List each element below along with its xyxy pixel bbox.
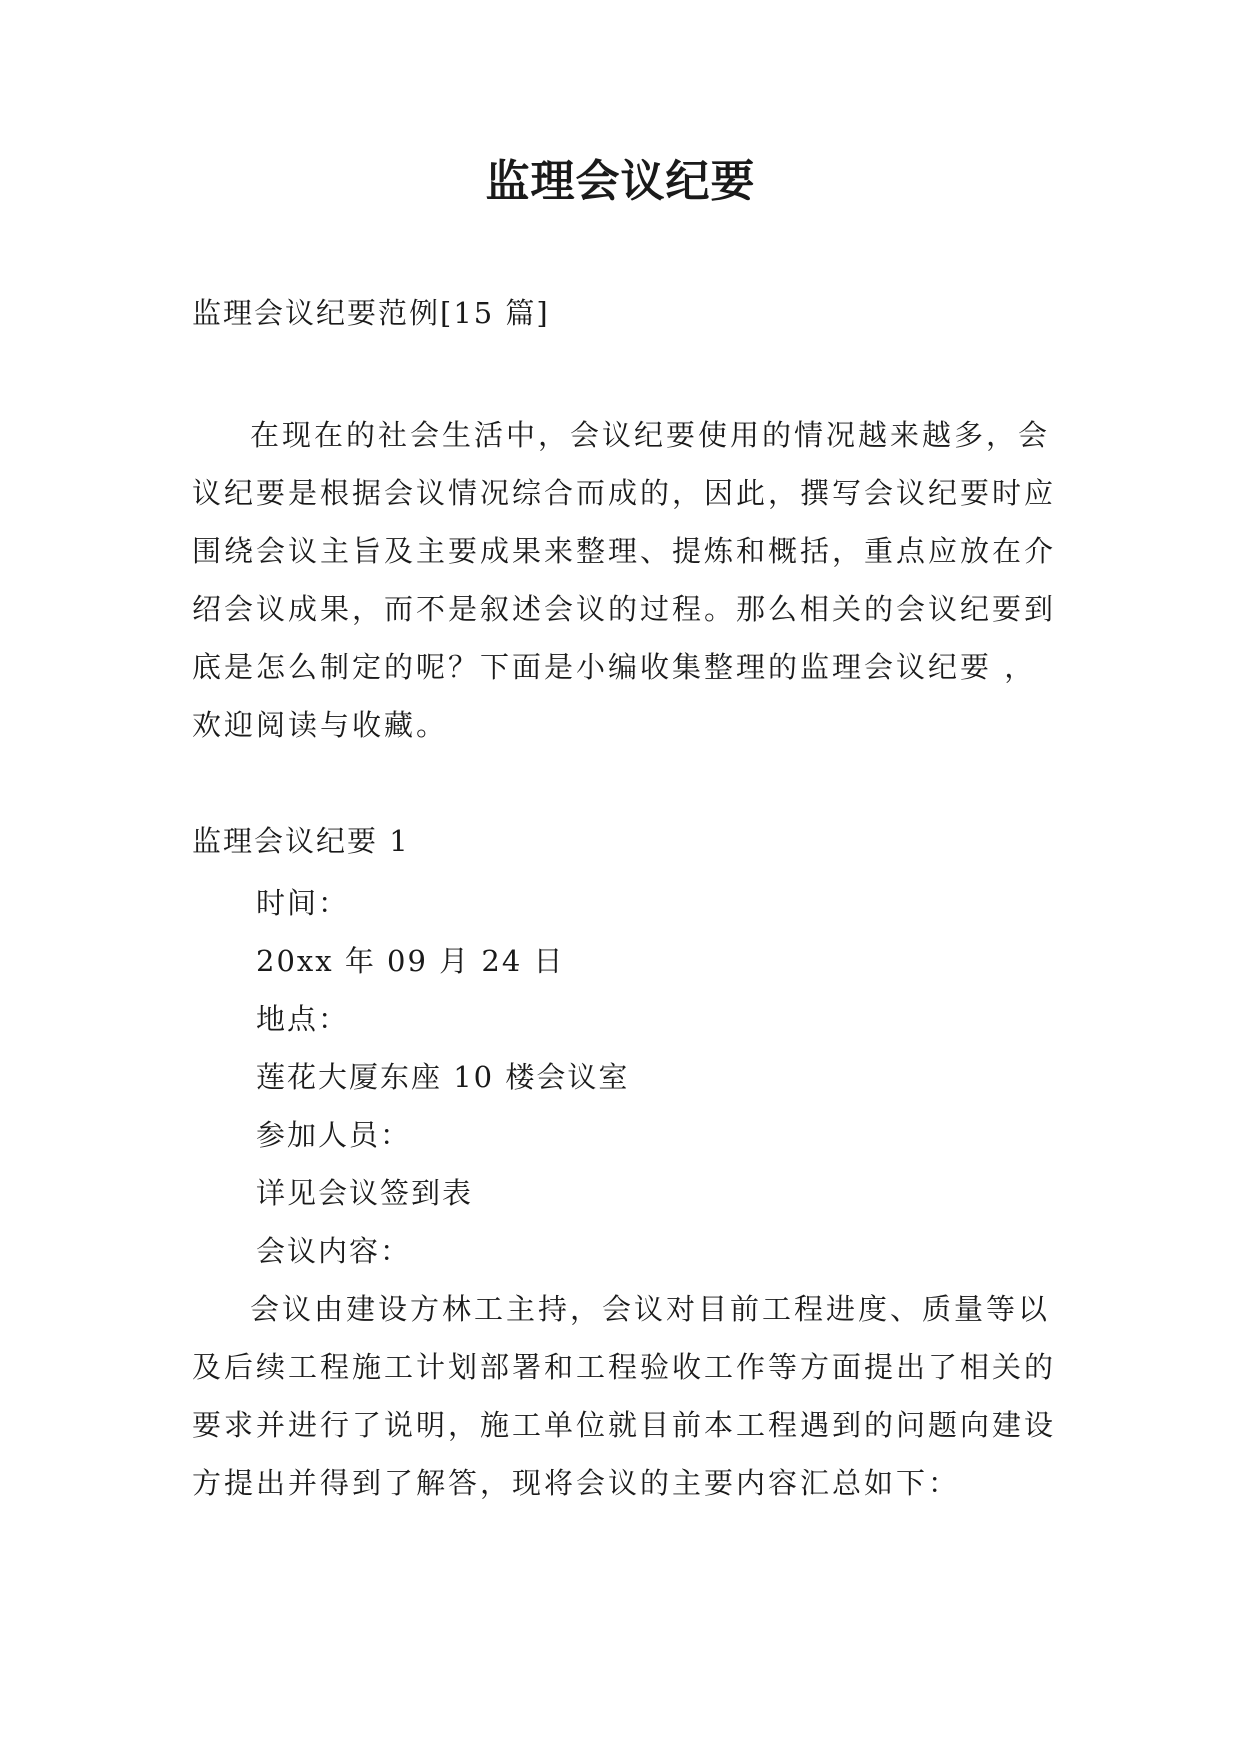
location-value: 莲花大厦东座 10 楼会议室: [256, 1060, 630, 1094]
intro-paragraph: 在现在的社会生活中，会议纪要使用的情况越来越多，会议纪要是根据会议情况综合而成的，因此，撰写会议纪要时应围绕会议主旨及主要成果来整理、提炼和概括，重点应放在介绍会议成果，而不是叙述会议的过程。那么相关的会议纪要到底是怎么制定的呢？下面是小编收集整理的监理会议纪要 ，欢迎阅读与收藏。: [192, 418, 1057, 742]
content-label: 会议内容：: [256, 1234, 412, 1268]
time-value: 20xx 年 09 月 24 日: [256, 944, 565, 978]
section-heading: 监理会议纪要 1: [192, 824, 410, 858]
meeting-fields: [256, 874, 629, 1280]
attendees-label: 参加人员：: [256, 1118, 412, 1152]
content-paragraph: 会议由建设方林工主持，会议对目前工程进度、质量等以及后续工程施工计划部署和工程验收工作等方面提出了相关的要求并进行了说明，施工单位就目前本工程遇到的问题向建设方提出并得到了解答，现将会议的主要内容汇总如下：: [192, 1292, 1057, 1500]
document-subtitle: 监理会议纪要范例[15 篇]: [192, 296, 550, 330]
intro-paragraph-block: [192, 406, 1062, 754]
attendees-value: 详见会议签到表: [256, 1176, 474, 1210]
content-paragraph-block: [192, 1280, 1062, 1512]
document-title: 监理会议纪要: [485, 156, 756, 207]
time-label: 时间：: [256, 886, 350, 920]
location-label: 地点：: [256, 1002, 350, 1036]
